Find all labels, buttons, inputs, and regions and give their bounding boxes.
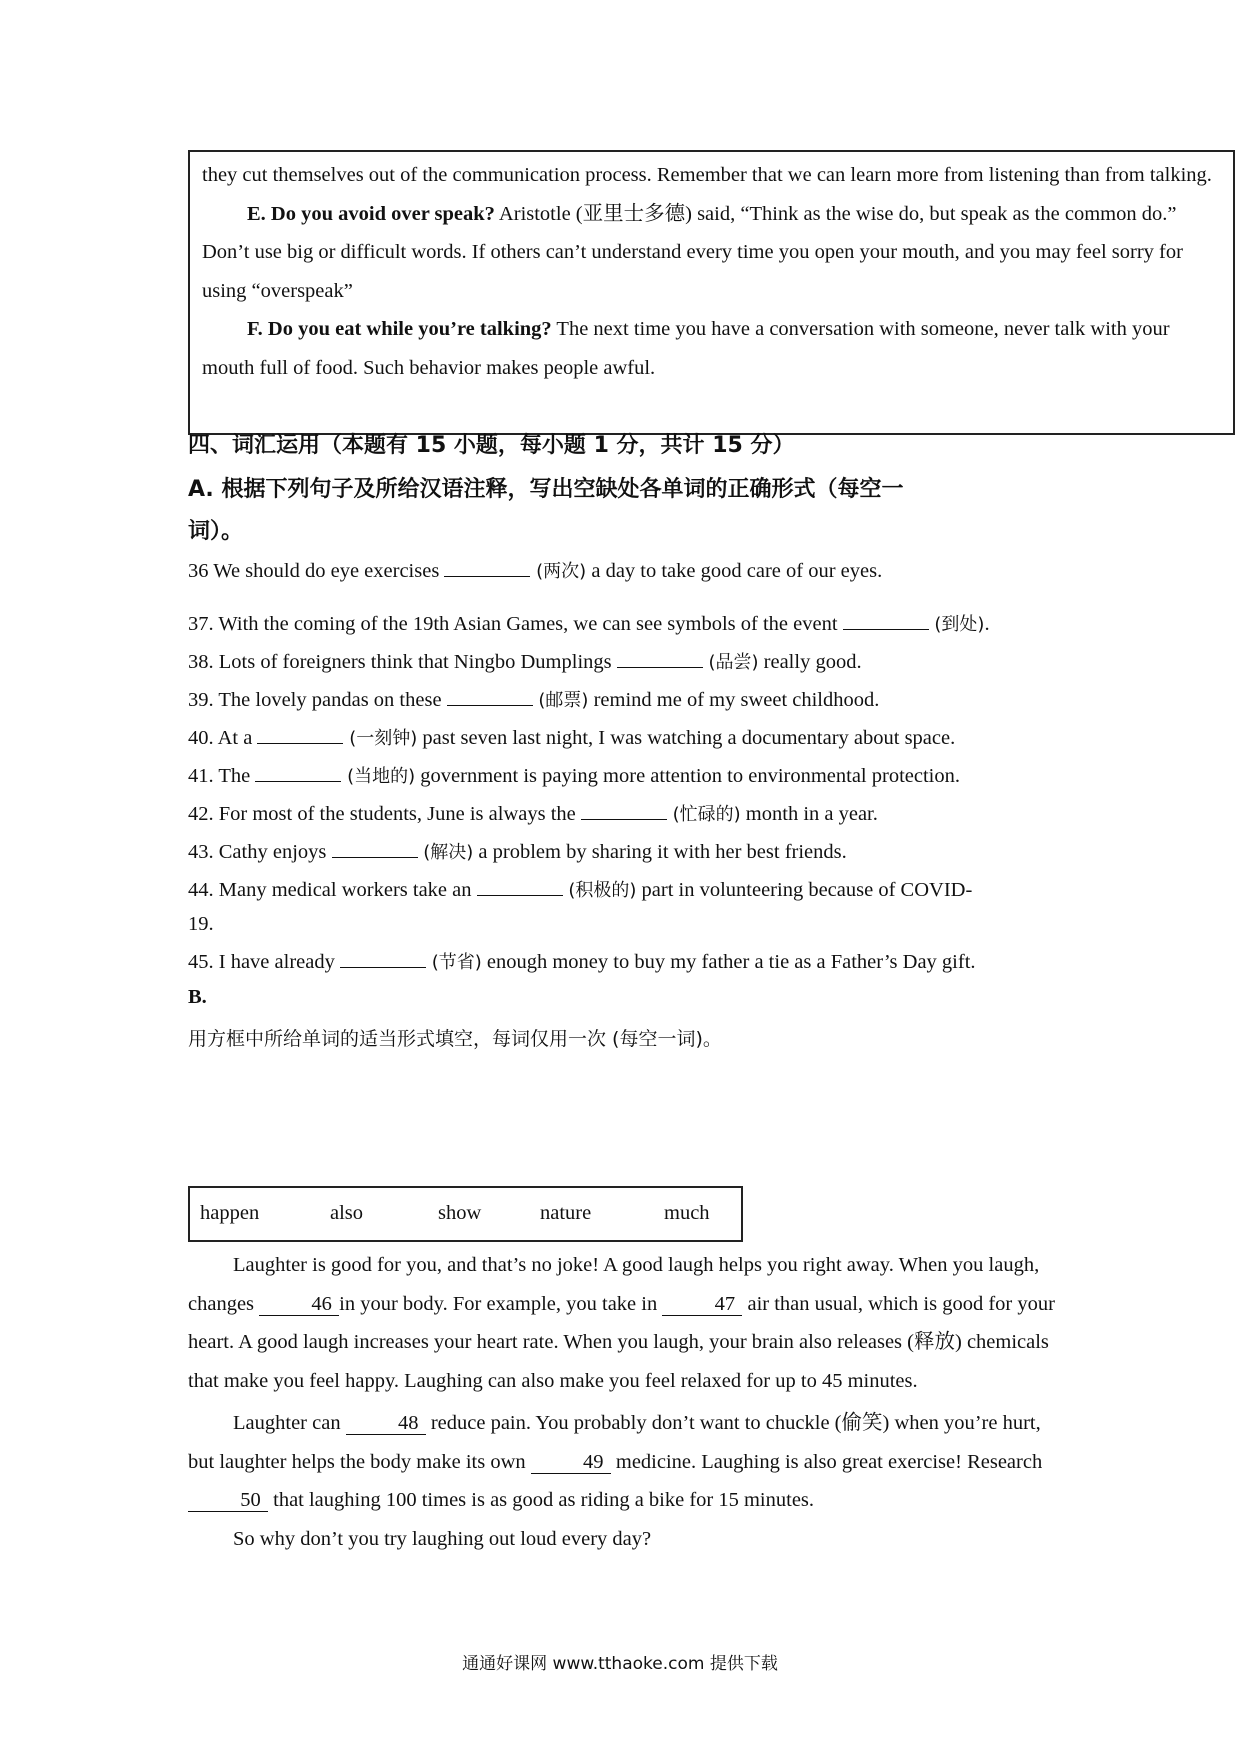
- question-text: .: [984, 613, 990, 635]
- answer-blank[interactable]: [477, 877, 563, 896]
- question-text: 45. I have already: [188, 951, 340, 973]
- blank-49[interactable]: 49: [531, 1451, 611, 1474]
- question-text: remind me of my sweet childhood.: [588, 689, 880, 711]
- question-40: [188, 724, 955, 750]
- chinese-hint: (两次): [530, 561, 587, 582]
- cloze-passage: [188, 1246, 1068, 1558]
- question-text: a problem by sharing it with her best friends.: [473, 841, 847, 863]
- passage-text: reduce pain. You probably don’t want to chuckle (偷笑) when you’re hurt, but laughter helps the body make its own: [188, 1412, 1041, 1473]
- question-text: really good.: [758, 651, 862, 673]
- word-bank-item: show: [438, 1202, 482, 1224]
- word-bank-box: [188, 1186, 743, 1242]
- question-36: [188, 557, 882, 583]
- question-text: past seven last night, I was watching a documentary about space.: [417, 727, 956, 749]
- question-45: [188, 948, 976, 974]
- question-43: [188, 838, 847, 864]
- reading-passage-box: [188, 150, 1235, 435]
- question-text: 37. With the coming of the 19th Asian Games, we can see symbols of the event: [188, 613, 843, 635]
- question-44-cont: 19.: [188, 913, 214, 935]
- chinese-hint: (节省): [425, 952, 482, 973]
- answer-blank[interactable]: [447, 687, 533, 706]
- section-title: 四、词汇运用（本题有 15 小题，每小题 1 分，共计 15 分）: [188, 433, 795, 458]
- tip-f: [202, 310, 1219, 387]
- tip-e-body: Aristotle (亚里士多德) said, “Think as the wise do, but speak as the common do.” Don’t use big or difficult words. If others can’t understand every time you open your mouth, and you may feel sorry for using “overspeak”: [202, 202, 1183, 302]
- passage-text: in your body. For example, you take in: [339, 1292, 663, 1315]
- answer-blank[interactable]: [617, 649, 703, 668]
- question-text: 40. At a: [188, 727, 258, 749]
- question-text: month in a year.: [740, 803, 878, 825]
- question-42: [188, 800, 878, 826]
- question-text: 36 We should do eye exercises: [188, 560, 445, 582]
- chinese-hint: (当地的): [341, 766, 416, 787]
- part-b-instruction: 用方框中所给单词的适当形式填空，每词仅用一次 (每空一词)。: [188, 1028, 722, 1050]
- question-text: 41. The: [188, 765, 256, 787]
- answer-blank[interactable]: [444, 558, 530, 577]
- passage-text: medicine. Laughing is also great exercise! Research: [610, 1450, 1043, 1473]
- chinese-hint: (邮票): [532, 690, 589, 711]
- question-text: a day to take good care of our eyes.: [586, 560, 883, 582]
- blank-46[interactable]: 46: [259, 1293, 339, 1316]
- passage-text: that laughing 100 times is as good as riding a bike for 15 minutes.: [268, 1489, 815, 1511]
- chinese-hint: (积极的): [562, 880, 637, 901]
- word-bank-item: nature: [540, 1202, 592, 1224]
- passage-paragraph: So why don’t you try laughing out loud every day?: [233, 1527, 652, 1550]
- tip-f-body: The next time you have a conversation with someone, never talk with your mouth full of food. Such behavior makes people awful.: [202, 318, 1170, 379]
- question-text: 38. Lots of foreigners think that Ningbo Dumplings: [188, 651, 617, 673]
- tip-f-heading: F. Do you eat while you’re talking?: [247, 318, 552, 340]
- question-text: enough money to buy my father a tie as a Father’s Day gift.: [481, 951, 976, 973]
- word-bank-item: happen: [200, 1202, 260, 1224]
- question-44: [188, 876, 972, 902]
- question-text: 44. Many medical workers take an: [188, 879, 477, 901]
- question-text: government is paying more attention to environmental protection.: [415, 765, 960, 787]
- chinese-hint: (到处): [928, 614, 985, 635]
- blank-50[interactable]: 50: [188, 1489, 268, 1512]
- blank-48[interactable]: 48: [346, 1412, 426, 1435]
- tip-e: [202, 195, 1219, 311]
- passage-text: Laughter can: [233, 1412, 346, 1434]
- answer-blank[interactable]: [332, 839, 418, 858]
- question-41: [188, 762, 960, 788]
- question-text: part in volunteering because of COVID-: [636, 879, 973, 901]
- question-text: 39. The lovely pandas on these: [188, 689, 447, 711]
- passage-paragraph: [188, 1404, 1068, 1520]
- answer-blank[interactable]: [255, 763, 341, 782]
- passage-paragraph: [188, 1246, 1068, 1400]
- chinese-hint: (解决): [417, 842, 474, 863]
- chinese-hint: (忙碌的): [666, 804, 741, 825]
- question-text: 43. Cathy enjoys: [188, 841, 332, 863]
- chinese-hint: (品尝): [702, 652, 759, 673]
- part-a-title: A. 根据下列句子及所给汉语注释，写出空缺处各单词的正确形式（每空一: [188, 477, 904, 502]
- part-a-title-cont: 词）。: [188, 519, 244, 544]
- passage-line: they cut themselves out of the communication process. Remember that we can learn more from listening than from talking.: [202, 164, 1212, 186]
- question-38: [188, 648, 862, 674]
- answer-blank[interactable]: [257, 725, 343, 744]
- part-b-title: B.: [188, 986, 207, 1008]
- word-bank-item: also: [330, 1202, 364, 1224]
- page-footer: 通通好课网 www.tthaoke.com 提供下载: [462, 1654, 778, 1674]
- question-37: [188, 610, 990, 636]
- passage-text: Laughter is good for you, and that’s no joke! A good laugh helps you right away. When you laugh, changes: [188, 1254, 1040, 1315]
- answer-blank[interactable]: [843, 611, 929, 630]
- question-text: 42. For most of the students, June is always the: [188, 803, 581, 825]
- answer-blank[interactable]: [581, 801, 667, 820]
- answer-blank[interactable]: [340, 949, 426, 968]
- tip-e-heading: E. Do you avoid over speak?: [247, 202, 495, 225]
- word-bank-item: much: [664, 1202, 710, 1224]
- passage-text: air than usual, which is good for your heart. A good laugh increases your heart rate. When you laugh, your brain also releases (释放) chemicals that make you feel happy. Laughing can also make you feel relaxed for up to 45 minutes.: [188, 1292, 1055, 1392]
- blank-47[interactable]: 47: [662, 1293, 742, 1316]
- question-39: [188, 686, 879, 712]
- chinese-hint: (一刻钟): [343, 728, 418, 749]
